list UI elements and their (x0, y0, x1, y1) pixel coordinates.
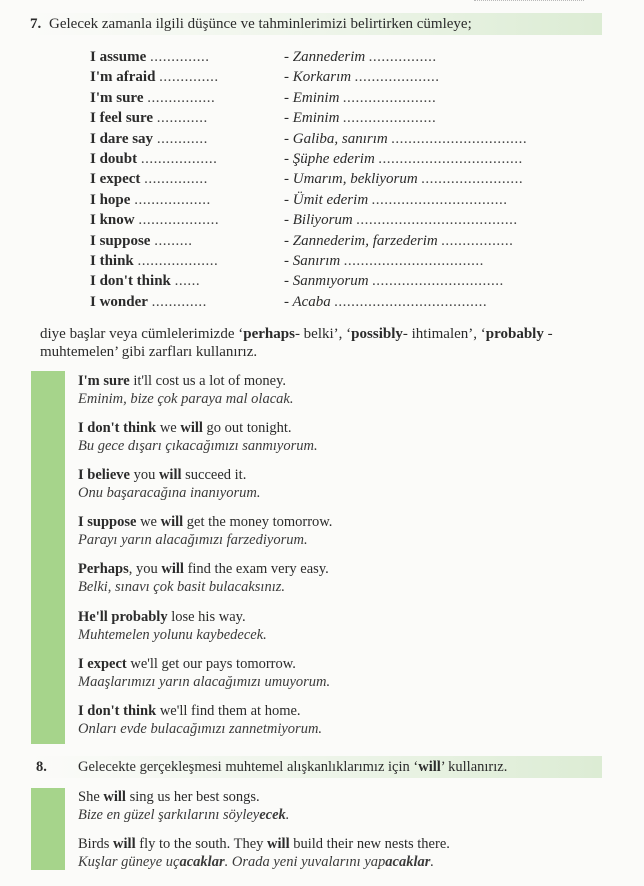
english-phrase-text: I doubt (90, 150, 138, 167)
dot-leader: ........................ (421, 171, 524, 188)
bold-word: perhaps (243, 326, 295, 342)
paragraph-text: diye başlar veya cümlelerimizde ‘ (40, 326, 244, 342)
sentence-text: Bize en güzel şarkılarını söyley (78, 806, 260, 823)
dot-leader: .............. (150, 49, 210, 65)
dot-leader: .................... (354, 69, 440, 86)
english-phrase-text: I suppose (90, 232, 151, 249)
sentence-text: we'll find them at home. (156, 703, 301, 719)
sentence-text: Birds (78, 836, 114, 852)
turkish-translation-text: - Ümit ederim (284, 191, 369, 208)
bold-suffix: acaklar (385, 853, 431, 870)
sentence-text: it'll cost us a lot of money. (129, 373, 287, 389)
phrase-row (90, 292, 550, 312)
phrase-row (90, 231, 550, 251)
dot-leader: ...................... (343, 110, 437, 127)
sentence-text: we'll get our pays tomorrow. (126, 656, 296, 672)
turkish-sentence: Onları evde bulacağımızı zannetmiyorum. (78, 720, 323, 737)
english-phrase-text: I wonder (90, 293, 148, 310)
bold-phrase: I believe (78, 467, 130, 483)
english-sentence (78, 420, 578, 438)
heading-text: ’ kullanırız. (440, 759, 508, 775)
english-phrase (90, 190, 211, 210)
english-sentence (78, 789, 598, 807)
dot-leader: ............. (151, 293, 207, 310)
english-phrase-text: I assume (90, 49, 147, 65)
example-sentence (78, 609, 578, 644)
turkish-translation (284, 169, 523, 189)
heading-text: Gelecekte gerçekleşmesi muhtemel alışkanlıklarımız için ‘ (78, 759, 419, 775)
sentence-text: , you (128, 561, 162, 577)
bold-word: possibly (351, 326, 403, 342)
turkish-sentence: Muhtemelen yolunu kaybedecek. (78, 626, 267, 643)
paragraph-text: - muhtemelen’ gibi zarfları kullanırız. (40, 326, 553, 360)
english-phrase (90, 231, 192, 251)
sentence-text: sing us her best songs. (125, 789, 260, 805)
examples-block (78, 373, 578, 738)
english-phrase (90, 67, 219, 87)
turkish-sentence (78, 854, 598, 872)
english-phrase-text: I feel sure (90, 110, 154, 127)
english-phrase-text: I'm sure (90, 89, 144, 106)
turkish-sentence: Bu gece dışarı çıkacağımızı sanmıyorum. (78, 437, 318, 454)
section-number: 7. (30, 16, 42, 32)
bold-word: will (267, 836, 290, 852)
dot-leader: ................................ (371, 191, 508, 208)
english-phrase (90, 47, 210, 67)
bold-phrase: will (161, 561, 184, 577)
english-phrase-text: I'm afraid (90, 69, 156, 86)
dot-leader: .................. (140, 150, 218, 167)
phrase-row (90, 251, 550, 271)
english-phrase-text: I expect (90, 171, 141, 188)
bold-phrase: I expect (78, 656, 127, 672)
turkish-translation-text: - Eminim (284, 110, 340, 127)
phrase-row (90, 169, 550, 189)
english-phrase (90, 108, 208, 128)
page-corner-decoration (474, 0, 584, 5)
english-phrase (90, 129, 208, 149)
turkish-translation (284, 190, 508, 210)
bold-word: will (113, 836, 136, 852)
dot-leader: ............... (144, 171, 208, 188)
phrase-row (90, 190, 550, 210)
turkish-translation-text: - Şüphe ederim (284, 150, 375, 167)
turkish-translation (284, 108, 437, 128)
example-sentence (78, 836, 598, 871)
example-sentence (78, 514, 578, 549)
sentence-text: . (285, 806, 290, 823)
turkish-translation-text: - Umarım, bekliyorum (284, 171, 418, 188)
sentence-text: go out tonight. (202, 420, 292, 436)
sentence-text: find the exam very easy. (183, 561, 329, 577)
phrase-row (90, 67, 550, 87)
example-sentence (78, 561, 578, 596)
english-sentence (78, 514, 578, 532)
dot-leader: ............ (156, 110, 208, 127)
dot-leader: ...... (174, 273, 201, 290)
bold-word: will (103, 789, 126, 805)
example-sentence (78, 656, 578, 691)
turkish-translation-text: - Sanmıyorum (284, 273, 369, 290)
bold-word: will (418, 759, 441, 775)
bold-suffix: ecek (259, 806, 286, 823)
turkish-translation (284, 149, 523, 169)
turkish-translation (284, 210, 518, 230)
dot-leader: ............................... (372, 273, 505, 290)
turkish-sentence (78, 807, 598, 825)
example-sentence (78, 703, 578, 738)
turkish-translation-text: - Galiba, sanırım (284, 130, 388, 147)
green-margin-bar (31, 371, 65, 744)
bold-phrase: I suppose (78, 514, 137, 530)
dot-leader: .................. (134, 191, 211, 208)
turkish-translation (284, 88, 437, 108)
english-sentence (78, 836, 598, 854)
section-heading-text: Gelecek zamanla ilgili düşünce ve tahminlerimizi belirtirken cümleye; (49, 16, 472, 32)
phrase-row (90, 210, 550, 230)
adverbs-paragraph (40, 325, 580, 361)
english-phrase-text: I dare say (90, 130, 154, 147)
english-sentence (78, 656, 578, 674)
sentence-text: lose his way. (167, 609, 246, 625)
bold-word: probably (485, 326, 544, 342)
paragraph-text: - ihtimalen’, ‘ (402, 326, 486, 342)
bold-phrase: I'm sure (78, 373, 130, 389)
phrase-row (90, 271, 550, 291)
english-phrase-text: I don't think (90, 273, 171, 290)
example-sentence (78, 467, 578, 502)
english-phrase (90, 251, 218, 271)
sentence-text: we (156, 420, 181, 436)
dot-leader: ......... (154, 232, 193, 249)
sentence-text: you (129, 467, 159, 483)
sentence-text: . Orada yeni yuvalarını yap (224, 853, 386, 870)
english-phrase (90, 210, 219, 230)
bold-phrase: Perhaps (78, 561, 129, 577)
example-sentence (78, 789, 598, 824)
english-sentence (78, 561, 578, 579)
bold-phrase: will (160, 514, 184, 530)
bold-phrase: I don't think (78, 703, 157, 719)
green-margin-bar (31, 788, 65, 870)
english-phrase-text: I know (90, 212, 135, 229)
sentence-text: Kuşlar güneye uç (78, 853, 180, 870)
english-phrase (90, 149, 217, 169)
sentence-text: get the money tomorrow. (183, 514, 333, 530)
phrase-row (90, 88, 550, 108)
bold-phrase: He'll probably (78, 609, 168, 625)
paragraph-text: - belki’, ‘ (294, 326, 352, 342)
turkish-translation (284, 47, 437, 67)
dot-leader: ............ (156, 130, 208, 147)
section-8-heading (30, 756, 602, 778)
examples-block-2 (78, 789, 598, 871)
turkish-translation-text: - Zannederim (284, 49, 366, 65)
phrase-row (90, 108, 550, 128)
turkish-translation-text: - Korkarım (284, 69, 352, 86)
english-phrase (90, 88, 215, 108)
example-sentence (78, 420, 578, 455)
english-phrase-text: I hope (90, 191, 131, 208)
english-phrase (90, 271, 200, 291)
section-heading-text (78, 756, 507, 778)
turkish-translation (284, 251, 484, 271)
example-sentence (78, 373, 578, 408)
turkish-translation (284, 292, 488, 312)
bold-suffix: acaklar (179, 853, 225, 870)
dot-leader: ...................... (343, 89, 437, 106)
turkish-translation-text: - Zannederim, farzederim (284, 232, 438, 249)
dot-leader: ................... (138, 212, 220, 229)
phrase-row (90, 47, 550, 67)
phrase-row (90, 129, 550, 149)
turkish-sentence: Maaşlarımızı yarın alacağımızı umuyorum. (78, 673, 331, 690)
dot-leader: ................................ (391, 130, 528, 147)
dot-leader: ................. (441, 232, 514, 249)
dot-leader: ................................. (344, 252, 485, 269)
english-sentence (78, 703, 578, 721)
phrase-row (90, 149, 550, 169)
phrase-list (90, 47, 550, 312)
turkish-translation (284, 271, 504, 291)
dot-leader: ................ (369, 49, 437, 65)
dot-leader: .............. (159, 69, 219, 86)
turkish-translation-text: - Acaba (284, 293, 331, 310)
turkish-translation (284, 67, 440, 87)
dot-leader: ................... (137, 252, 219, 269)
turkish-sentence: Eminim, bize çok paraya mal olacak. (78, 390, 294, 407)
english-sentence (78, 373, 578, 391)
turkish-translation (284, 129, 528, 149)
sentence-text: . (430, 853, 435, 870)
dot-leader: ................ (147, 89, 216, 106)
bold-phrase: I don't think (78, 420, 157, 436)
turkish-translation-text: - Sanırım (284, 252, 341, 269)
turkish-translation (284, 231, 514, 251)
english-phrase-text: I think (90, 252, 134, 269)
turkish-sentence: Onu başaracağına inanıyorum. (78, 484, 261, 501)
section-number: 8. (36, 759, 47, 775)
sentence-text: build their new nests there. (289, 836, 450, 852)
dot-leader: ...................................... (356, 212, 518, 229)
sentence-text: succeed it. (181, 467, 247, 483)
sentence-text: we (136, 514, 161, 530)
english-phrase (90, 292, 207, 312)
turkish-translation-text: - Eminim (284, 89, 340, 106)
english-phrase (90, 169, 208, 189)
bold-phrase: will (180, 420, 203, 436)
turkish-sentence: Parayı yarın alacağımızı farzediyorum. (78, 531, 308, 548)
sentence-text: She (78, 789, 104, 805)
dot-leader: .................................... (334, 293, 488, 310)
english-sentence (78, 609, 578, 627)
english-sentence (78, 467, 578, 485)
sentence-text: fly to the south. They (135, 836, 268, 852)
dot-leader: .................................. (378, 150, 524, 167)
turkish-sentence: Belki, sınavı çok basit bulacaksınız. (78, 578, 285, 595)
turkish-translation-text: - Biliyorum (284, 212, 353, 229)
bold-phrase: will (158, 467, 182, 483)
section-7-heading (30, 13, 602, 35)
